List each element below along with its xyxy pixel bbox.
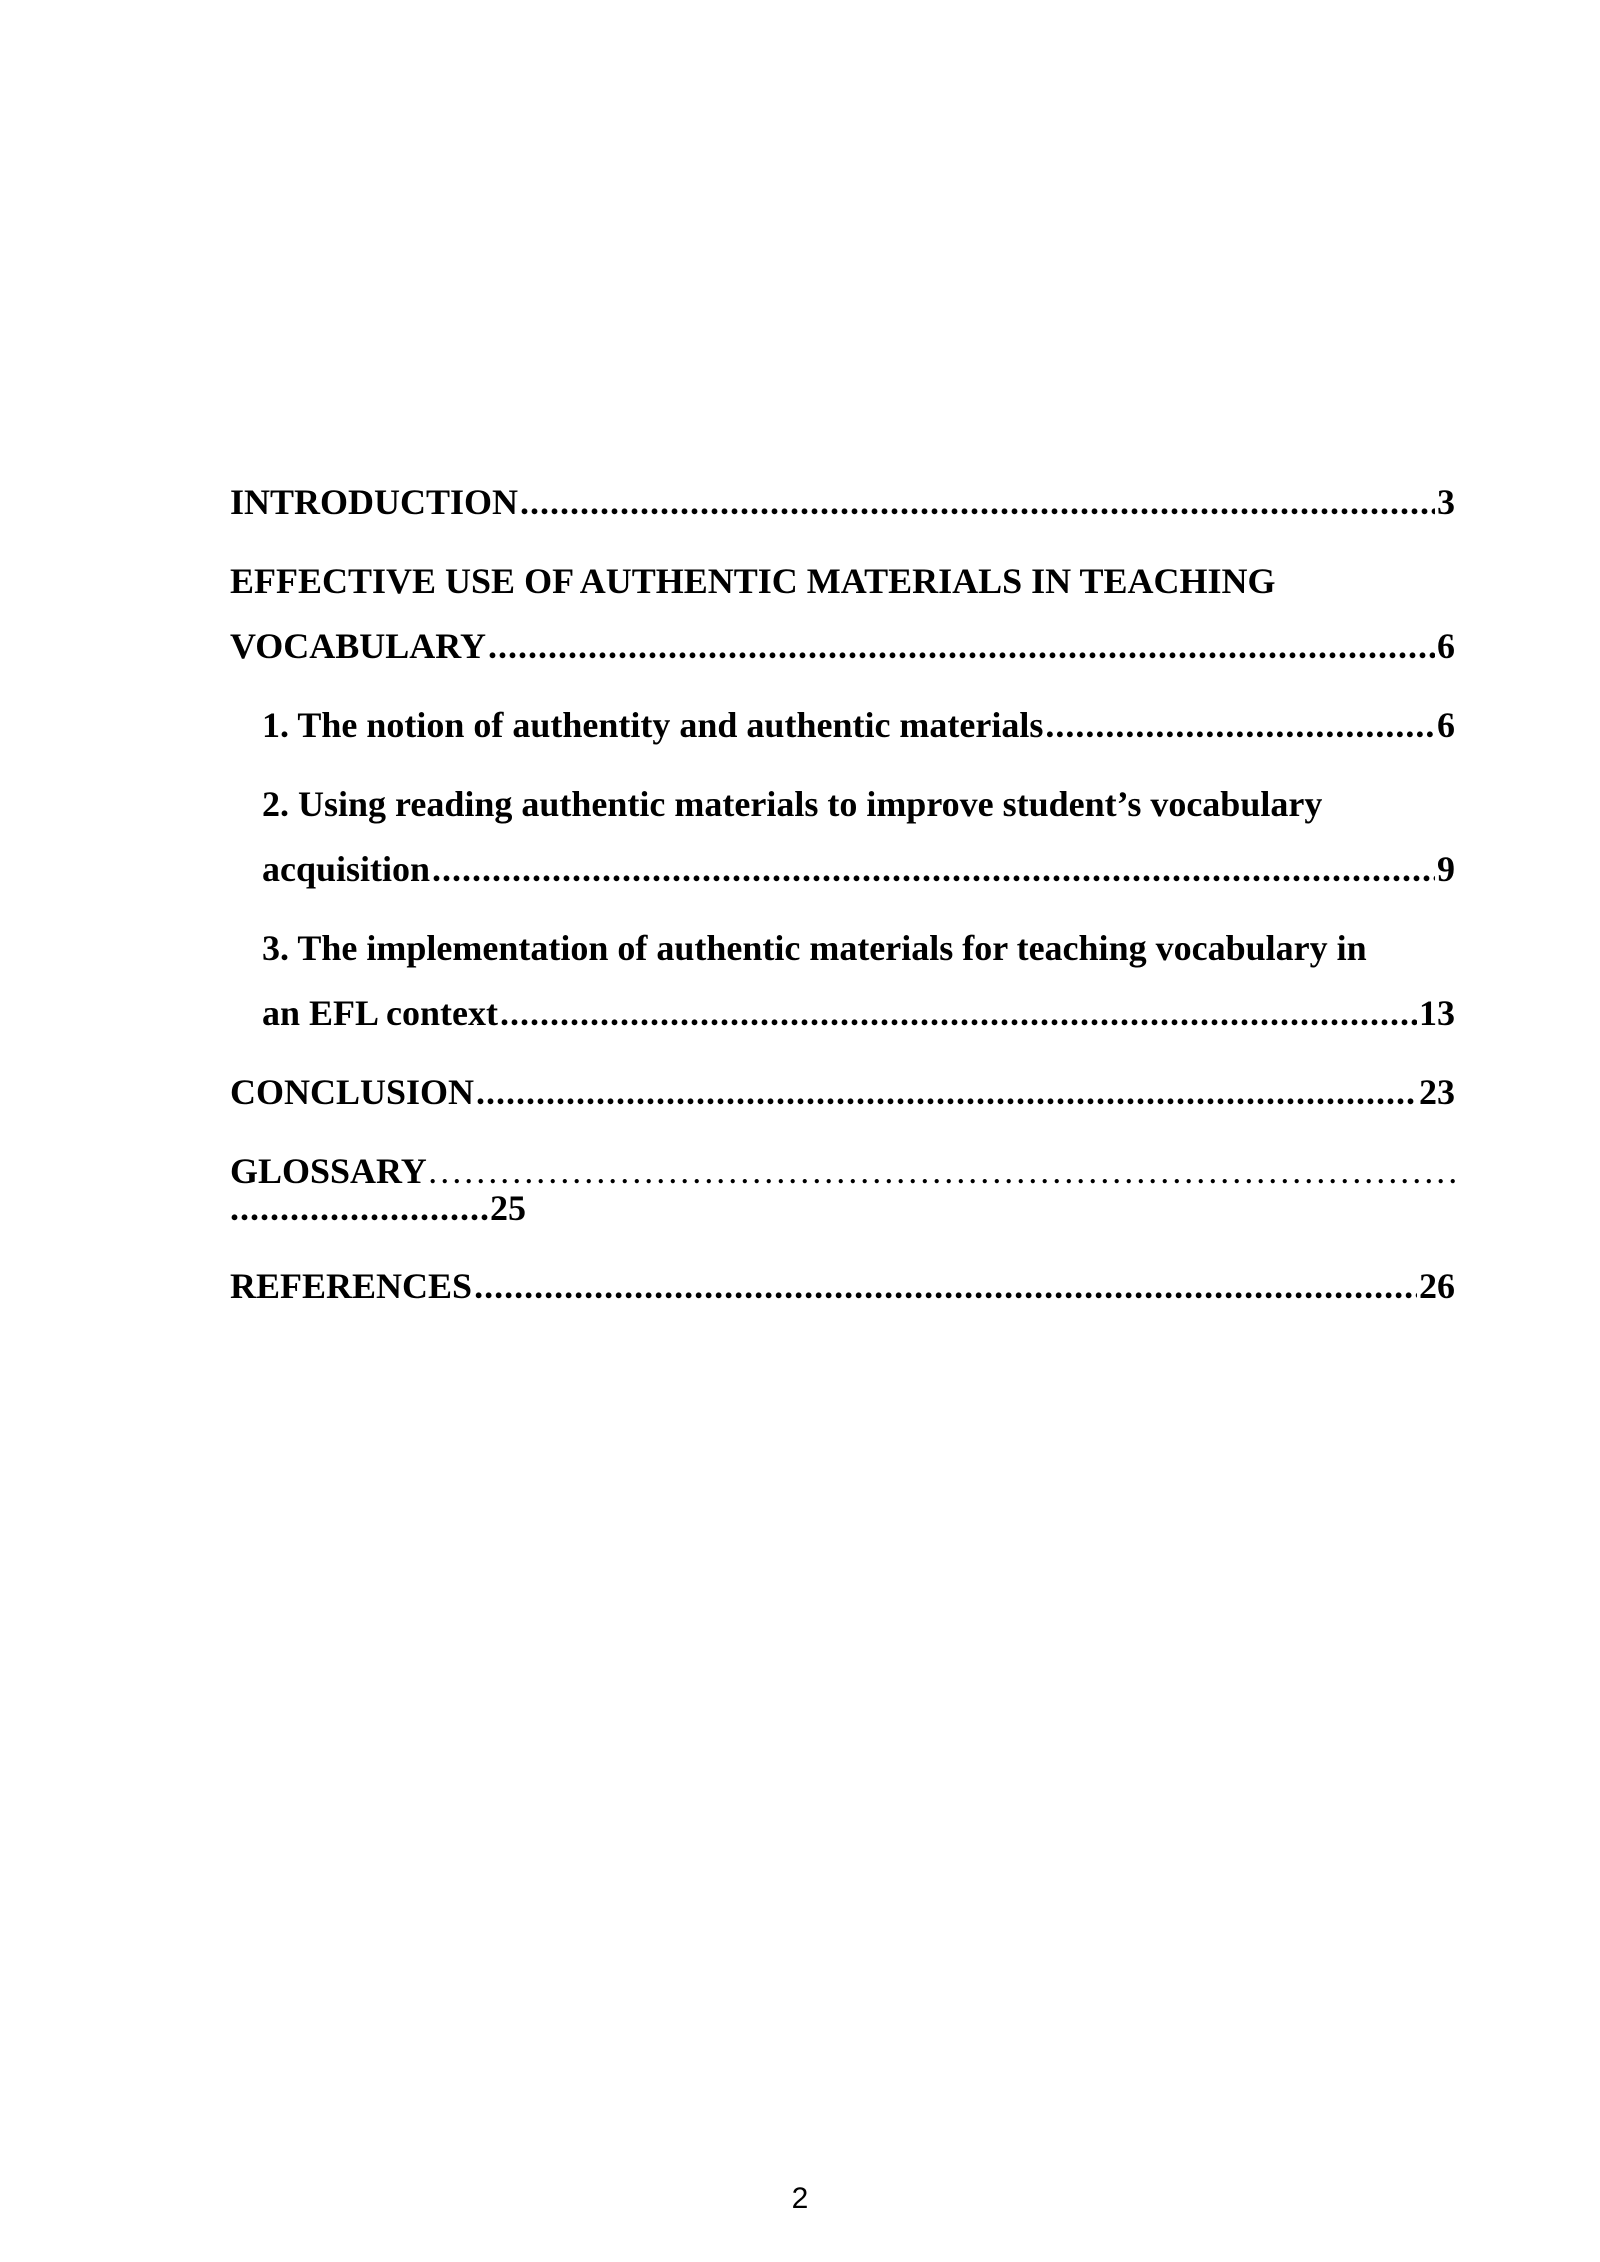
toc-entry-page: 13 [1419, 993, 1455, 1033]
dot-leader-continued [230, 1188, 490, 1228]
dot-leader [488, 614, 1435, 679]
toc-entry-conclusion[interactable] [230, 1060, 1455, 1125]
toc-entry-section-1[interactable] [262, 693, 1455, 758]
toc-entry-page: 9 [1437, 849, 1455, 889]
toc-entry-page: 6 [1437, 626, 1455, 666]
toc-entry-label-line1: 2. Using reading authentic materials to improve student’s vocabulary [262, 784, 1323, 824]
toc-entry-label: CONCLUSION [230, 1072, 475, 1112]
dot-leader [427, 1139, 1455, 1204]
toc-entry-section-3[interactable] [262, 916, 1455, 1046]
toc-entry-label-line2: VOCABULARY [230, 626, 487, 666]
toc-entry-label-line2: acquisition [262, 849, 431, 889]
toc-entry-label: GLOSSARY [230, 1151, 427, 1191]
page-number: 2 [791, 2182, 809, 2215]
toc-entry-label: 1. The notion of authentity and authentic materials [262, 705, 1044, 745]
toc-entry-label: REFERENCES [230, 1266, 473, 1306]
toc-entry-page: 3 [1437, 482, 1455, 522]
toc-entry-references[interactable] [230, 1254, 1455, 1319]
dot-leader [1045, 693, 1435, 758]
toc-entry-glossary[interactable] [230, 1139, 1455, 1240]
toc-entry-page: 25 [490, 1188, 526, 1228]
toc-entry-page: 6 [1437, 705, 1455, 745]
toc-entry-page: 26 [1419, 1266, 1455, 1306]
dot-leader [500, 981, 1417, 1046]
dot-leader [474, 1254, 1417, 1319]
table-of-contents [230, 470, 1455, 1333]
dot-leader [520, 470, 1435, 535]
toc-entry-label-line1: 3. The implementation of authentic materials for teaching vocabulary in [262, 928, 1367, 968]
toc-entry-page: 23 [1419, 1072, 1455, 1112]
toc-entry-label: INTRODUCTION [230, 482, 519, 522]
toc-entry-label-line2: an EFL context [262, 993, 499, 1033]
dot-leader [432, 837, 1435, 902]
dot-leader [476, 1060, 1417, 1125]
toc-entry-label-line1: EFFECTIVE USE OF AUTHENTIC MATERIALS IN TEACHING [230, 561, 1276, 601]
toc-entry-section-2[interactable] [262, 772, 1455, 902]
toc-entry-chapter[interactable] [230, 549, 1455, 679]
toc-entry-introduction[interactable] [230, 470, 1455, 535]
